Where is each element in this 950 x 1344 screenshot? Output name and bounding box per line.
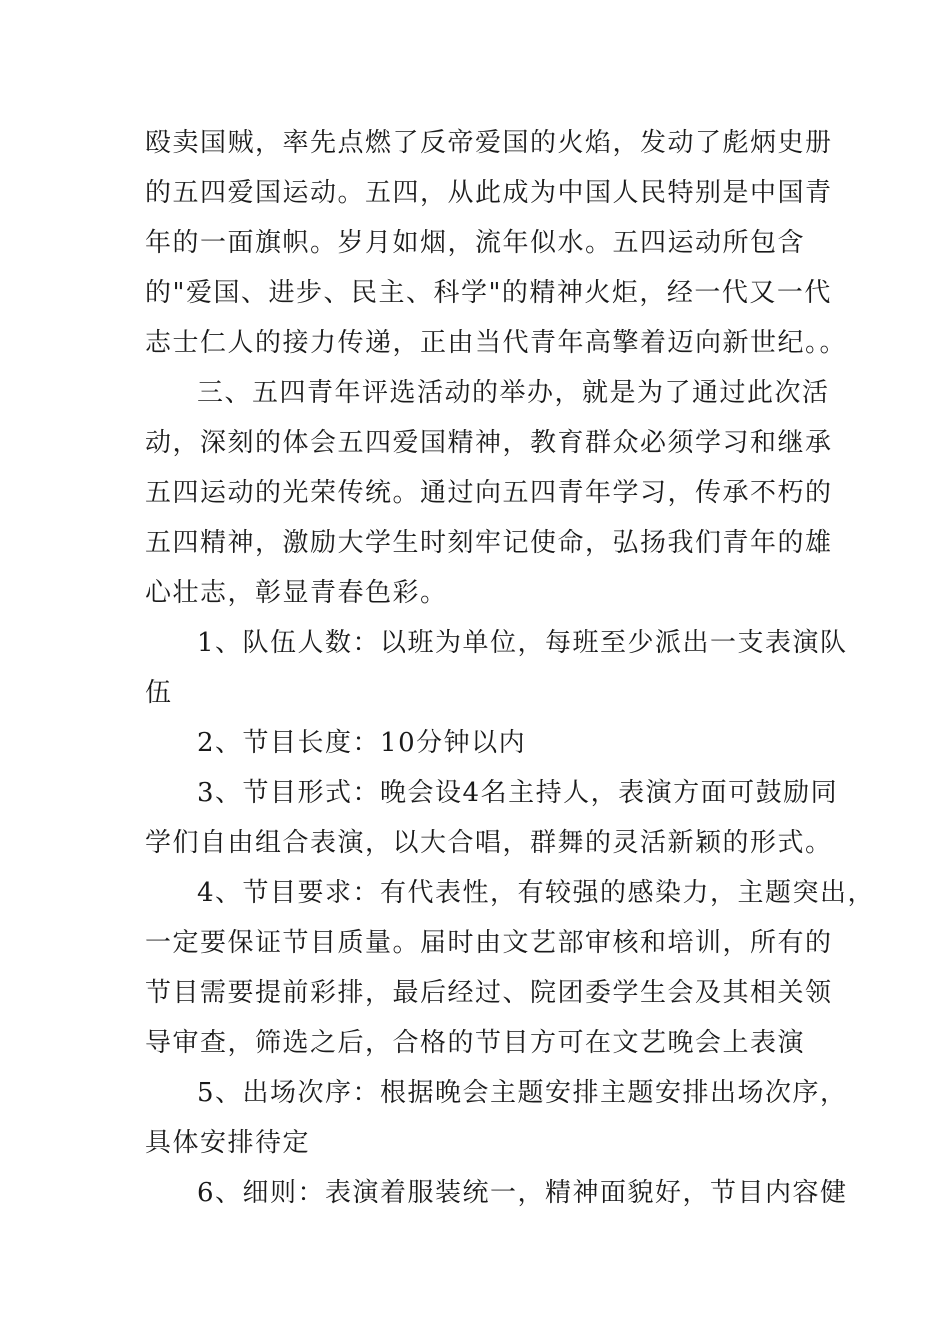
list-item-line: 4、节目要求：有代表性，有较强的感染力，主题突出， [197,878,876,908]
list-item-line: 2、节目长度：10分钟以内 [197,728,527,758]
text-line: 学们自由组合表演，以大合唱，群舞的灵活新颖的形式。 [145,828,833,858]
text-line: 的"爱国、进步、民主、科学"的精神火炬，经一代又一代 [145,278,832,308]
text-line: 五四精神，激励大学生时刻牢记使命，弘扬我们青年的雄 [145,528,833,558]
text-line: 动，深刻的体会五四爱国精神，教育群众必须学习和继承 [145,428,833,458]
text-line: 具体安排待定 [145,1128,311,1158]
text-line: 一定要保证节目质量。届时由文艺部审核和培训，所有的 [145,928,833,958]
list-item-line: 1、队伍人数：以班为单位，每班至少派出一支表演队 [197,628,848,658]
list-item-line: 6、细则：表演着服装统一，精神面貌好，节目内容健 [197,1178,848,1208]
text-line: 伍 [145,678,173,708]
list-item-line: 3、节目形式：晚会设4名主持人，表演方面可鼓励同 [197,778,839,808]
text-line: 五四运动的光荣传统。通过向五四青年学习，传承不朽的 [145,478,833,508]
paragraph-start-line: 三、五四青年评选活动的举办，就是为了通过此次活 [197,378,830,408]
text-line: 年的一面旗帜。岁月如烟，流年似水。五四运动所包含 [145,228,806,258]
text-line: 志士仁人的接力传递，正由当代青年高擎着迈向新世纪。。 [145,328,848,358]
text-line: 导审查，筛选之后，合格的节目方可在文艺晚会上表演 [145,1028,806,1058]
text-line: 心壮志，彰显青春色彩。 [145,578,448,608]
text-line: 殴卖国贼，率先点燃了反帝爱国的火焰，发动了彪炳史册 [145,128,833,158]
text-line: 节目需要提前彩排，最后经过、院团委学生会及其相关领 [145,978,833,1008]
text-line: 的五四爱国运动。五四，从此成为中国人民特别是中国青 [145,178,833,208]
list-item-line: 5、出场次序：根据晚会主题安排主题安排出场次序， [197,1078,848,1108]
